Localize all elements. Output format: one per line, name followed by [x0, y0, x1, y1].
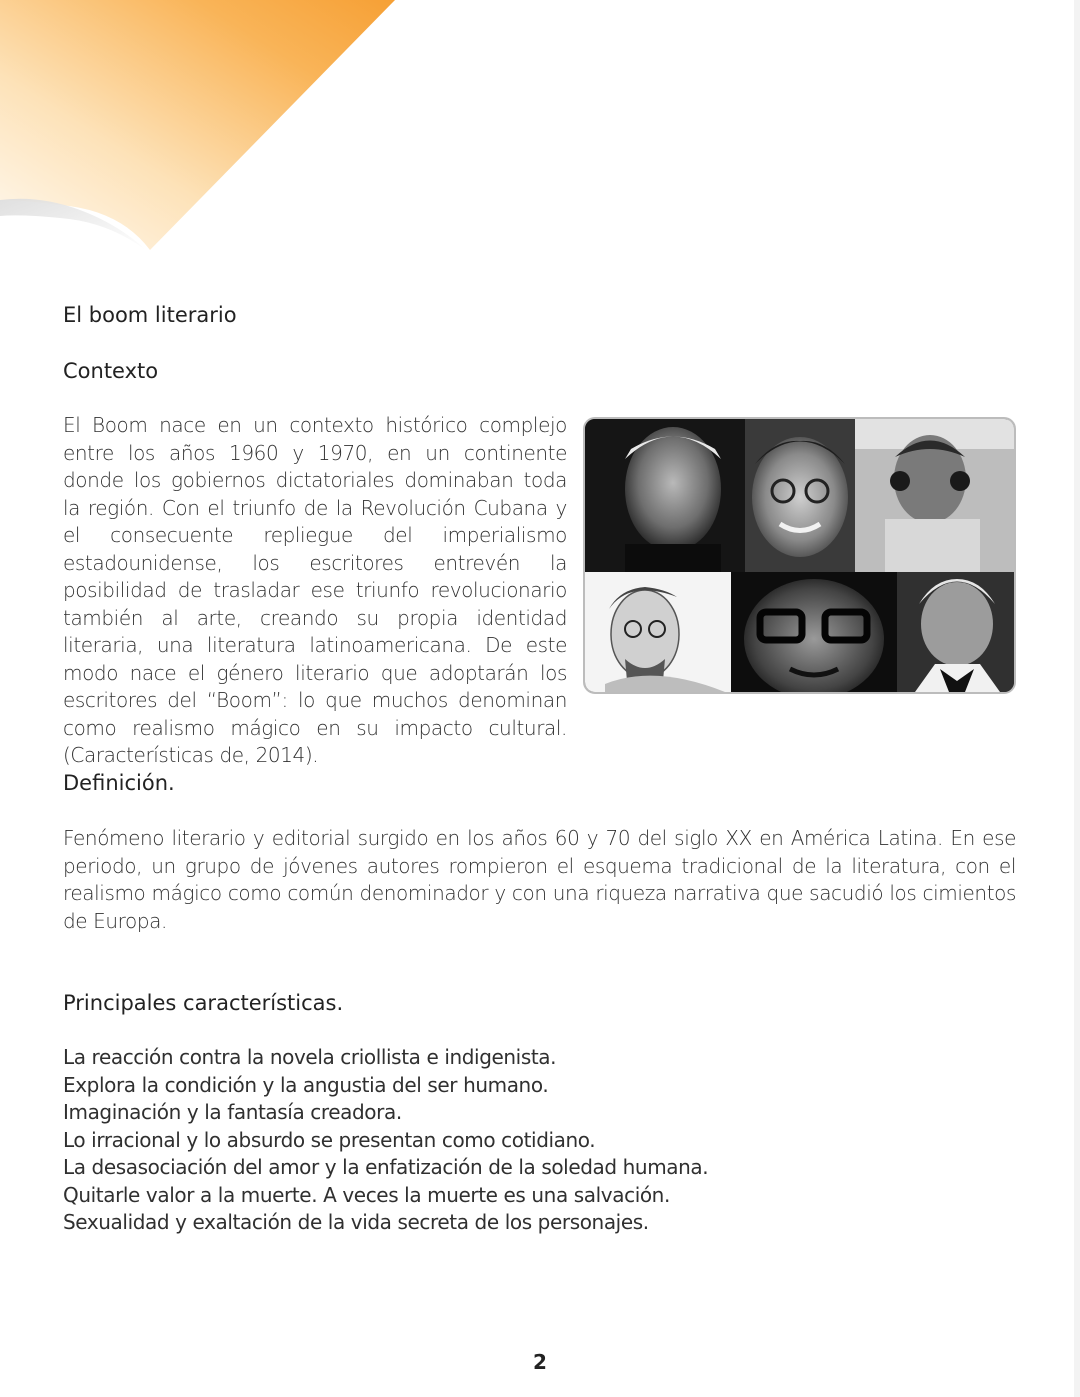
characteristics-list	[63, 1044, 708, 1237]
list-item: Lo irracional y lo absurdo se presentan como cotidiano.	[63, 1127, 596, 1152]
list-item: Quitarle valor a la muerte. A veces la muerte es una salvación.	[63, 1182, 670, 1207]
list-item: Explora la condición y la angustia del ser humano.	[63, 1072, 549, 1097]
characteristics-heading: Principales características.	[63, 991, 344, 1015]
definition-paragraph: Fenómeno literario y editorial surgido en los años 60 y 70 del siglo XX en América Latina. En ese periodo, un grupo de jóvenes autores rompieron el esquema tradicional de la literatura, con el realismo mágico como común denominador y con una riqueza narrativa que sacudió los cimientos de Europa.	[63, 826, 1016, 933]
context-heading: Contexto	[63, 359, 159, 383]
page-number: 2	[533, 1350, 547, 1374]
definition-heading: Definición.	[63, 771, 175, 795]
list-item: Imaginación y la fantasía creadora.	[63, 1100, 402, 1124]
context-paragraph: El Boom nace en un contexto histórico complejo entre los años 1960 y 1970, en un continente donde los gobiernos dictatoriales dominaban toda la región. Con el triunfo de la Revolución Cubana y el consecuente repliegue del imperialismo estadounidense, los escritores entrevén la posibilidad de trasladar ese triunfo revolucionario también al arte, creando su propia identidad literaria, una literatura latinoamericana. De este modo nace el género literario que adoptarán los escritores del “Boom”: lo que muchos denominan como realismo mágico en su impacto cultural. (Características de, 2014).	[63, 413, 567, 767]
authors-collage-graphic	[585, 419, 1014, 692]
list-item: La desasociación del amor y la enfatización de la soledad humana.	[63, 1155, 709, 1179]
page-curl-decoration	[0, 0, 400, 260]
page-title: El boom literario	[63, 303, 237, 327]
boom-authors-collage	[583, 417, 1016, 694]
list-item: La reacción contra la novela criollista e indigenista.	[63, 1045, 557, 1069]
list-item: Sexualidad y exaltación de la vida secreta de los personajes.	[63, 1210, 649, 1234]
